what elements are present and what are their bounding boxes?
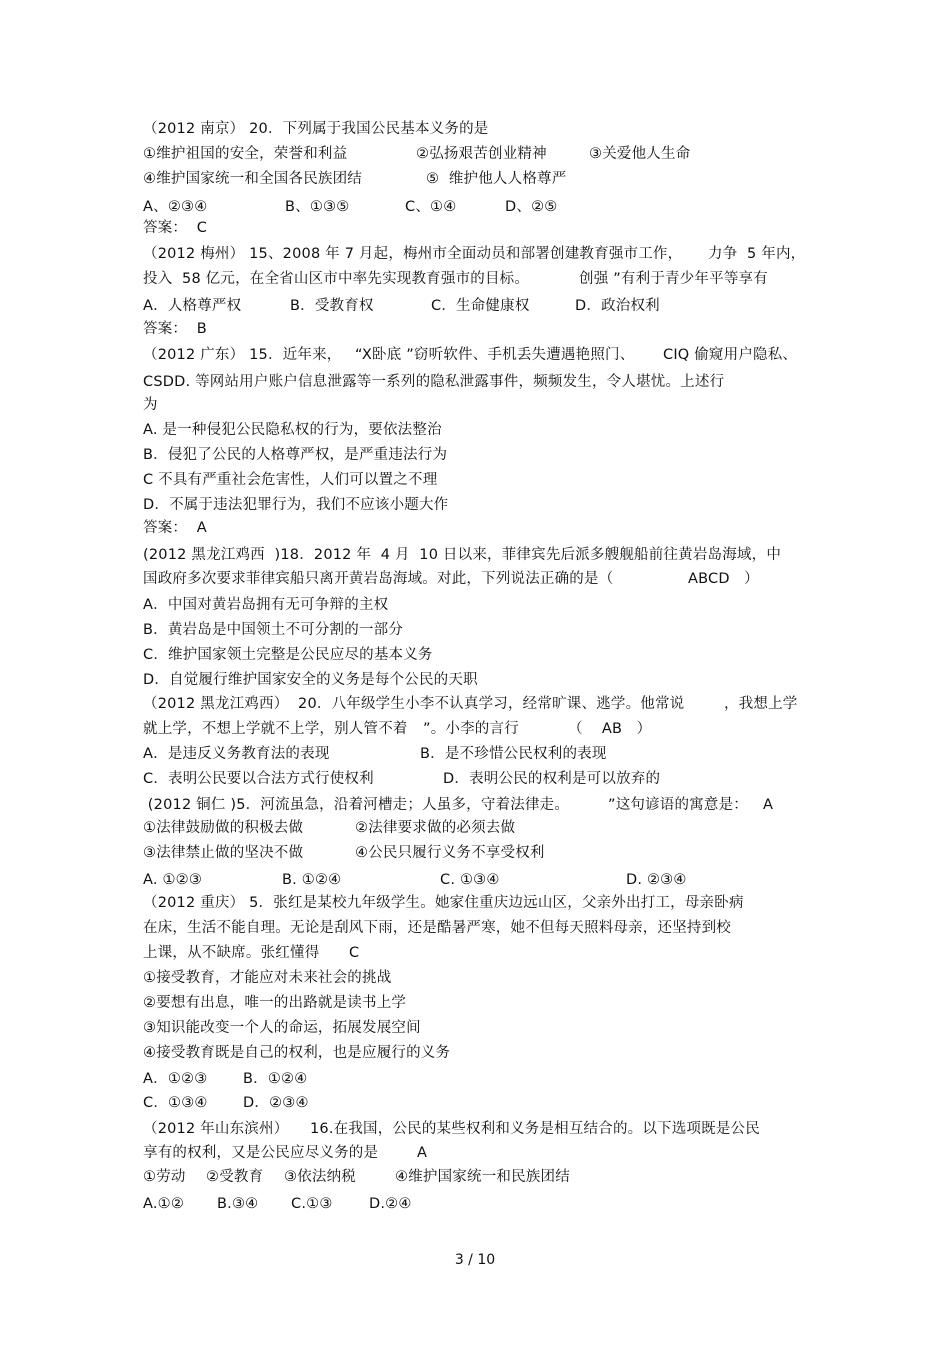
text-line: 在床，生活不能自理。无论是刮风下雨，还是酷暑严寒，她不但每天照料母亲，还坚持到校 xyxy=(143,920,731,936)
text-segment: CIQ 偷窥用户隐私、 xyxy=(663,347,798,363)
text-segment: 国政府多次要求菲律宾船只离开黄岩岛海域。对此，下列说法正确的是（ xyxy=(143,571,614,587)
text-segment: A．人格尊严权 xyxy=(143,298,242,314)
text-segment: ④维护国家统一和全国各民族团结 xyxy=(143,171,362,187)
text-line: （2012 南京） 20．下列属于我国公民基本义务的是 xyxy=(143,121,489,137)
text-segment: A xyxy=(763,797,774,813)
text-segment: C.①③ xyxy=(291,1196,333,1212)
text-segment: D、②⑤ xyxy=(505,199,558,215)
text-line xyxy=(143,796,813,814)
text-line: ②要想有出息，唯一的出路就是读书上学 xyxy=(143,995,407,1011)
text-segment: ③关爱他人生命 xyxy=(589,146,691,162)
text-line: D．不属于违法犯罪行为，我们不应该小题大作 xyxy=(143,497,449,513)
text-line xyxy=(143,570,813,588)
text-segment: B、①③⑤ xyxy=(285,199,350,215)
text-line xyxy=(143,170,813,188)
text-segment: D.②④ xyxy=(369,1196,412,1212)
text-segment: ”这句谚语的寓意是： xyxy=(608,797,749,813)
text-line xyxy=(143,1144,813,1162)
text-segment: （2012 黑龙江鸡西） 20．八年级学生小李不认真学习，经常旷课、逃学。他常说 xyxy=(143,696,685,712)
text-segment: A.①② xyxy=(143,1196,185,1212)
text-line xyxy=(143,1168,813,1186)
text-segment: B．①②④ xyxy=(243,1071,308,1087)
text-segment: 力争 5 年内， xyxy=(708,246,806,262)
text-segment: ②受教育 xyxy=(206,1169,264,1185)
text-line: 答案： C xyxy=(143,220,208,236)
text-line: ①接受教育，才能应对未来社会的挑战 xyxy=(143,970,392,986)
text-line: ③知识能改变一个人的命运，拓展发展空间 xyxy=(143,1020,421,1036)
text-line: D．自觉履行维护国家安全的义务是每个公民的天职 xyxy=(143,672,478,688)
text-line: A. 是一种侵犯公民隐私权的行为，要依法整治 xyxy=(143,422,442,438)
text-line xyxy=(143,844,813,862)
text-segment: （2012 年山东滨州） xyxy=(143,1121,289,1137)
text-line xyxy=(143,745,813,763)
text-segment: C xyxy=(349,945,360,961)
text-line xyxy=(143,720,813,738)
text-line xyxy=(143,145,813,163)
text-segment: （2012 梅州） 15、2008 年 7 月起，梅州市全面动员和部署创建教育强市工作， xyxy=(143,246,683,262)
text-segment: ②法律要求做的必须去做 xyxy=(355,820,516,836)
text-line: B．侵犯了公民的人格尊严权，是严重违法行为 xyxy=(143,447,448,463)
text-segment: D．政治权利 xyxy=(575,298,660,314)
text-segment: D. ②③④ xyxy=(626,872,687,888)
text-segment: 16.在我国，公民的某些权利和义务是相互结合的。以下选项既是公民 xyxy=(310,1121,760,1137)
text-line: B．黄岩岛是中国领土不可分割的一部分 xyxy=(143,622,404,638)
text-segment: ⑤ 维护他人人格尊严 xyxy=(426,171,567,187)
text-segment: (2012 铜仁 )5．河流虽急，沿着河槽走；人虽多，守着法律走。 xyxy=(143,797,570,813)
text-line xyxy=(143,297,813,315)
text-line xyxy=(143,346,813,364)
text-segment: ②弘扬艰苦创业精神 xyxy=(416,146,547,162)
text-segment: B．受教育权 xyxy=(290,298,374,314)
text-segment: D．表明公民的权利是可以放弃的 xyxy=(443,771,661,787)
text-line xyxy=(143,871,813,889)
text-segment: A. ①②③ xyxy=(143,872,203,888)
text-line xyxy=(143,1195,813,1213)
text-segment: 投入 58 亿元，在全省山区市中率先实现教育强市的目标。 xyxy=(143,271,530,287)
text-line: A．中国对黄岩岛拥有无可争辩的主权 xyxy=(143,597,389,613)
text-line xyxy=(143,819,813,837)
text-line: 答案： B xyxy=(143,321,207,337)
text-segment: 就上学，不想上学就不上学，别人管不着 xyxy=(143,721,408,737)
text-line xyxy=(143,770,813,788)
text-segment: ④维护国家统一和民族团结 xyxy=(395,1169,570,1185)
text-line xyxy=(143,695,813,713)
text-segment: B. ①②④ xyxy=(282,872,342,888)
text-line: (2012 黑龙江鸡西 )18．2012 年 4 月 10 日以来，菲律宾先后派多艘舰船前往黄岩岛海域，中 xyxy=(143,547,782,563)
text-line: 为 xyxy=(143,397,158,413)
page-number: 3 / 10 xyxy=(454,1252,496,1268)
text-segment: ①维护祖国的安全，荣誉和利益 xyxy=(143,146,348,162)
text-segment: ，我想上学 xyxy=(724,696,798,712)
text-segment: C．生命健康权 xyxy=(431,298,530,314)
text-line xyxy=(143,245,813,263)
text-segment: B．是不珍惜公民权利的表现 xyxy=(420,746,607,762)
text-segment: D．②③④ xyxy=(243,1095,309,1111)
text-segment: A．是违反义务教育法的表现 xyxy=(143,746,330,762)
text-line xyxy=(143,1094,813,1112)
text-line: CSDD. 等网站用户账户信息泄露等一系列的隐私泄露事件，频频发生，令人堪忧。上述行 xyxy=(143,374,725,390)
text-segment: A．①②③ xyxy=(143,1071,208,1087)
text-line xyxy=(143,1070,813,1088)
text-segment: C．①③④ xyxy=(143,1095,208,1111)
text-segment: （2012 广东） 15．近年来， xyxy=(143,347,342,363)
text-segment: ①法律鼓励做的积极去做 xyxy=(143,820,304,836)
text-segment: B.③④ xyxy=(217,1196,259,1212)
text-line xyxy=(143,270,813,288)
text-line: 答案： A xyxy=(143,520,207,536)
text-line: ④接受教育既是自己的权利，也是应履行的义务 xyxy=(143,1045,451,1061)
text-line xyxy=(143,1120,813,1138)
text-segment: ”。小李的言行 xyxy=(423,721,519,737)
text-segment: 享有的权利，又是公民应尽义务的是 xyxy=(143,1145,379,1161)
text-segment: “X卧底 ”窃听软件、手机丢失遭遇艳照门、 xyxy=(355,347,635,363)
text-segment: ③依法纳税 xyxy=(284,1169,356,1185)
text-segment: （ AB ） xyxy=(568,721,652,737)
text-line: C 不具有严重社会危害性，人们可以置之不理 xyxy=(143,472,438,488)
text-segment: C．表明公民要以合法方式行使权利 xyxy=(143,771,374,787)
text-segment: 上课，从不缺席。张红懂得 xyxy=(143,945,320,961)
text-line xyxy=(143,198,813,216)
text-line: C．维护国家领土完整是公民应尽的基本义务 xyxy=(143,647,433,663)
text-segment: ④公民只履行义务不享受权利 xyxy=(355,845,545,861)
text-segment: ABCD ） xyxy=(688,571,759,587)
text-segment: 创强 ”有利于青少年平等享有 xyxy=(579,271,768,287)
text-segment: A、②③④ xyxy=(143,199,208,215)
text-segment: C. ①③④ xyxy=(440,872,500,888)
text-segment: C、①④ xyxy=(405,199,457,215)
text-segment: A xyxy=(417,1145,428,1161)
text-segment: ③法律禁止做的坚决不做 xyxy=(143,845,304,861)
text-segment: ①劳动 xyxy=(143,1169,186,1185)
text-line xyxy=(143,944,813,962)
text-line: （2012 重庆） 5．张红是某校九年级学生。她家住重庆边远山区，父亲外出打工，母亲卧病 xyxy=(143,895,744,911)
